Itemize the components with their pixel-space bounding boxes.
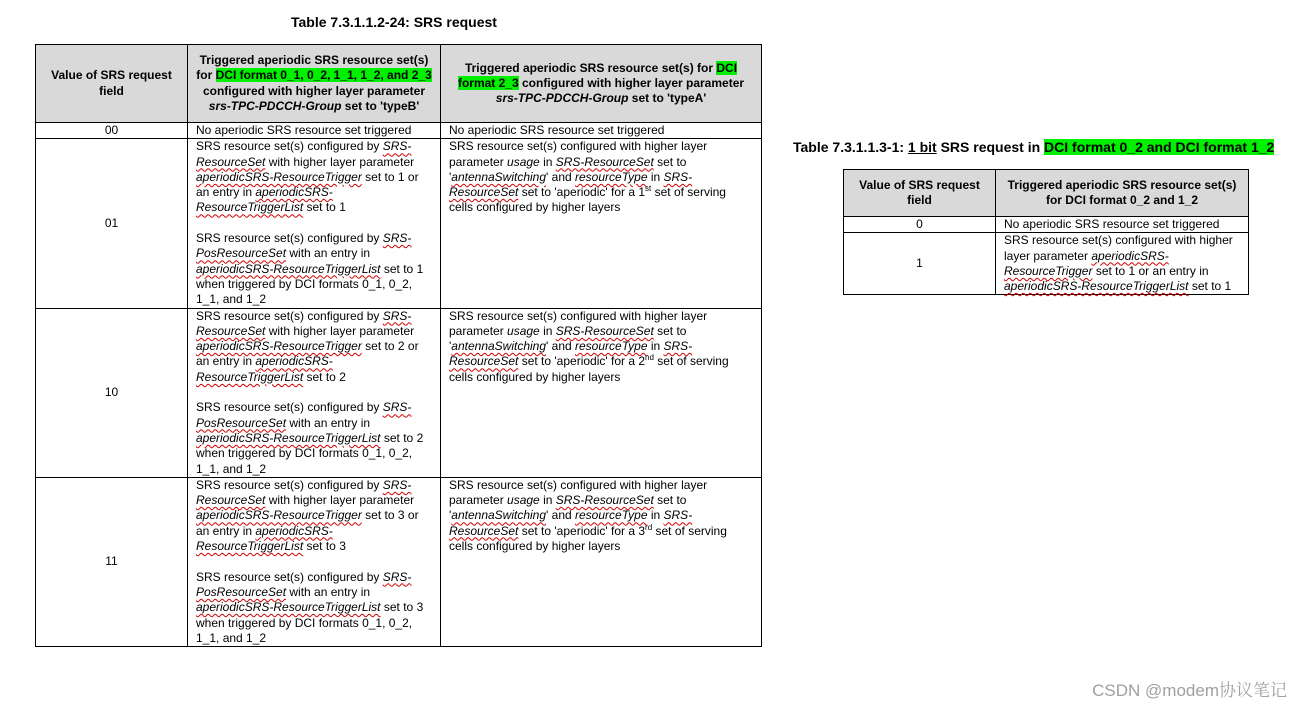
triggered-set-cell: SRS resource set(s) configured with higher layer parameter aperiodicSRS-ResourceTrigger set to 1 or an entry in aperiodicSRS-ResourceTriggerList set to 1 — [996, 233, 1249, 295]
srs-value-cell: 1 — [844, 233, 996, 295]
typeA-cell: SRS resource set(s) configured with higher layer parameter usage in SRS-ResourceSet set to 'antennaSwitching' and resourceType in SRS-ResourceSet set to 'aperiodic' for a 3rd set of serving cells configured by higher layers — [441, 477, 762, 646]
table-row — [36, 123, 762, 139]
table-row — [36, 308, 762, 477]
header-typeB: Triggered aperiodic SRS resource set(s) for DCI format 0_1, 0_2, 1_1, 1_2, and 2_3 configured with higher layer parameter srs-TPC-PDCCH-Group set to 'typeB' — [188, 45, 441, 123]
table-row — [36, 139, 762, 308]
typeB-cell: SRS resource set(s) configured by SRS-ResourceSet with higher layer parameter aperiodicSRS-ResourceTrigger set to 1 or an entry in aperiodicSRS-ResourceTriggerList set to 1 SRS resource set(s) configured by SRS-PosResourceSet with an entry in aperiodicSRS-ResourceTriggerList set to 1 when triggered by DCI formats 0_1, 0_2, 1_1, and 1_2 — [188, 139, 441, 308]
one-bit-srs-request-table — [843, 169, 1249, 295]
table-2-caption: Table 7.3.1.1.3-1: 1 bit SRS request in DCI format 0_2 and DCI format 1_2 — [793, 139, 1275, 155]
triggered-set-cell: No aperiodic SRS resource set triggered — [996, 217, 1249, 233]
typeA-cell: No aperiodic SRS resource set triggered — [441, 123, 762, 139]
table-header-row — [844, 170, 1249, 217]
srs-request-table — [35, 44, 762, 647]
header-typeA: Triggered aperiodic SRS resource set(s) for DCI format 2_3 configured with higher layer parameter srs-TPC-PDCCH-Group set to 'typeA' — [441, 45, 762, 123]
typeA-cell: SRS resource set(s) configured with higher layer parameter usage in SRS-ResourceSet set to 'antennaSwitching' and resourceType in SRS-ResourceSet set to 'aperiodic' for a 1st set of serving cells configured by higher layers — [441, 139, 762, 308]
typeB-cell: SRS resource set(s) configured by SRS-ResourceSet with higher layer parameter aperiodicSRS-ResourceTrigger set to 2 or an entry in aperiodicSRS-ResourceTriggerList set to 2 SRS resource set(s) configured by SRS-PosResourceSet with an entry in aperiodicSRS-ResourceTriggerList set to 2 when triggered by DCI formats 0_1, 0_2, 1_1, and 1_2 — [188, 308, 441, 477]
srs-value-cell: 11 — [36, 477, 188, 646]
srs-value-cell: 0 — [844, 217, 996, 233]
table-header-row — [36, 45, 762, 123]
table-1-caption: Table 7.3.1.1.2-24: SRS request — [291, 14, 497, 30]
header-srs-request-value: Value of SRS request field — [844, 170, 996, 217]
table-row — [844, 233, 1249, 295]
typeB-cell: SRS resource set(s) configured by SRS-ResourceSet with higher layer parameter aperiodicSRS-ResourceTrigger set to 3 or an entry in aperiodicSRS-ResourceTriggerList set to 3 SRS resource set(s) configured by SRS-PosResourceSet with an entry in aperiodicSRS-ResourceTriggerList set to 3 when triggered by DCI formats 0_1, 0_2, 1_1, and 1_2 — [188, 477, 441, 646]
typeB-cell: No aperiodic SRS resource set triggered — [188, 123, 441, 139]
table-row — [36, 477, 762, 646]
header-triggered-sets: Triggered aperiodic SRS resource set(s) for DCI format 0_2 and 1_2 — [996, 170, 1249, 217]
watermark: CSDN @modem协议笔记 — [1092, 681, 1287, 700]
header-srs-request-value: Value of SRS request field — [36, 45, 188, 123]
typeA-cell: SRS resource set(s) configured with higher layer parameter usage in SRS-ResourceSet set to 'antennaSwitching' and resourceType in SRS-ResourceSet set to 'aperiodic' for a 2nd set of serving cells configured by higher layers — [441, 308, 762, 477]
srs-value-cell: 01 — [36, 139, 188, 308]
table-row — [844, 217, 1249, 233]
srs-value-cell: 00 — [36, 123, 188, 139]
srs-value-cell: 10 — [36, 308, 188, 477]
